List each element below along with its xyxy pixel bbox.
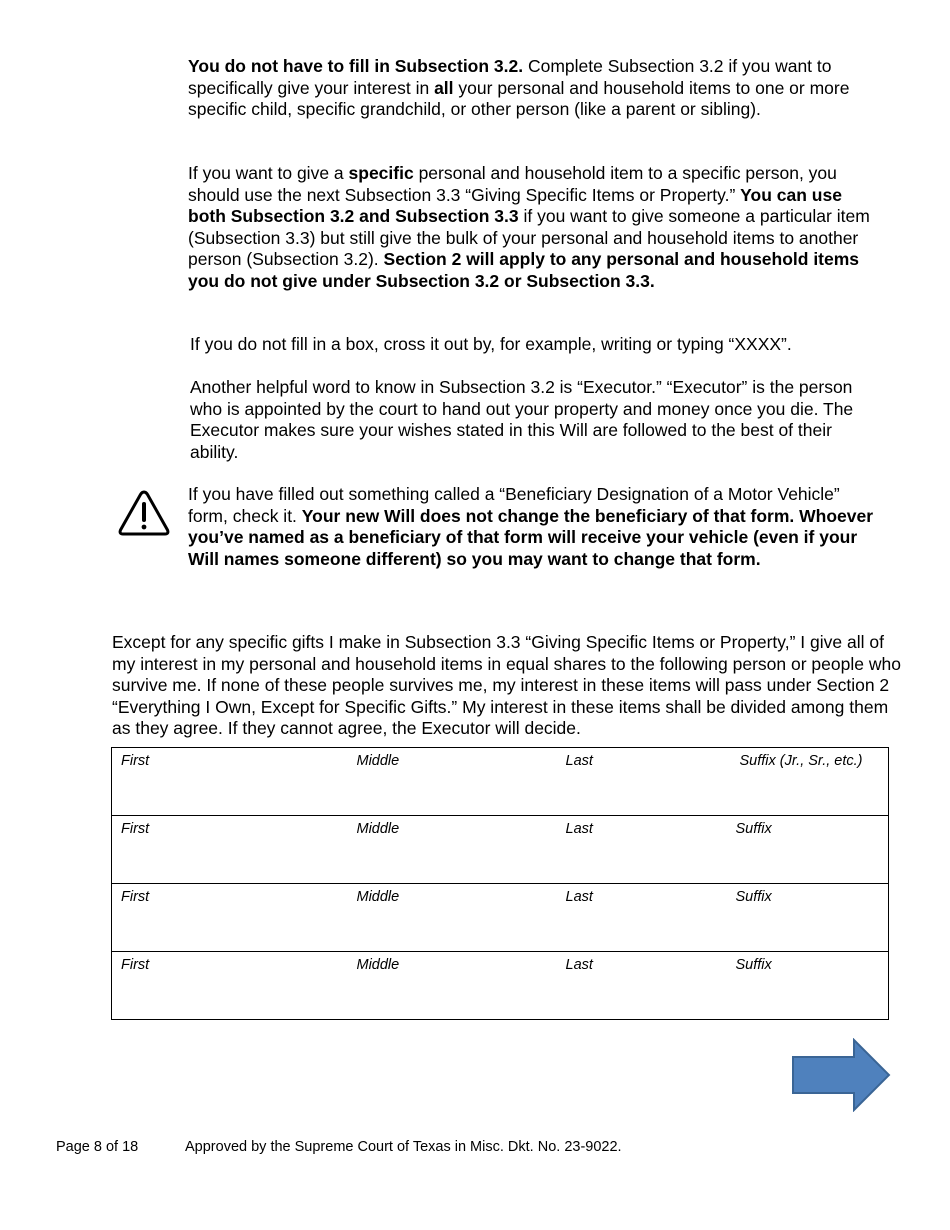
next-page-arrow-icon[interactable] — [792, 1038, 892, 1112]
middle-name-field[interactable]: Middle — [357, 748, 566, 816]
middle-name-field[interactable]: Middle — [357, 884, 566, 952]
last-name-field[interactable]: Last — [566, 748, 736, 816]
first-name-field[interactable]: First — [112, 816, 357, 884]
middle-name-field[interactable]: Middle — [357, 816, 566, 884]
suffix-field[interactable]: Suffix — [736, 952, 889, 1020]
specific-items-instructions: If you want to give a specific personal and household item to a specific person, you should use the next Subsection 3.3 “Giving Specific Items or Property.” You can use both Subsection 3.2 and Subsection 3.3 if you want to give someone a particular item (Subsection 3.3) but still give the bulk of your personal and household items to another person (Subsection 3.2). Section 2 will apply to any personal and household items you do not give under Subsection 3.2 or Subsection 3.3. — [188, 163, 870, 291]
suffix-field[interactable]: Suffix — [736, 884, 889, 952]
beneficiary-row[interactable] — [112, 884, 889, 952]
executor-definition: Another helpful word to know in Subsection 3.2 is “Executor.” “Executor” is the person who is appointed by the court to hand out your property and money once you die. The Executor makes sure your wishes stated in this Will are followed to the best of their ability. — [190, 377, 854, 462]
subsection-3-2-instructions: You do not have to fill in Subsection 3.2. Complete Subsection 3.2 if you want to specifically give your interest in all your personal and household items to one or more specific child, specific grandchild, or other person (like a parent or sibling). — [188, 56, 850, 119]
cross-out-instructions: If you do not fill in a box, cross it out by, for example, writing or typing “XXXX”. — [190, 334, 792, 354]
optional-note: You do not have to fill in Subsection 3.2. — [188, 56, 524, 76]
gift-clause: Except for any specific gifts I make in Subsection 3.3 “Giving Specific Items or Property,” I give all of my interest in my personal and household items in equal shares to the following person or people who survive me. If none of these people survives me, my interest in these items will pass under Section 2 “Everything I Own, Except for Specific Gifts.” My interest in these items shall be divided among them as they agree. If they cannot agree, the Executor will decide. — [112, 632, 901, 738]
warning-triangle-icon — [118, 489, 170, 537]
page-number: Page 8 of 18 — [56, 1139, 139, 1155]
beneficiary-row[interactable] — [112, 816, 889, 884]
last-name-field[interactable]: Last — [566, 884, 736, 952]
last-name-field[interactable]: Last — [566, 952, 736, 1020]
beneficiary-row[interactable] — [112, 748, 889, 816]
beneficiary-name-table — [111, 747, 889, 1020]
first-name-field[interactable]: First — [112, 884, 357, 952]
suffix-field[interactable]: Suffix — [736, 816, 889, 884]
vehicle-beneficiary-warning: If you have filled out something called a “Beneficiary Designation of a Motor Vehicle” form, check it. Your new Will does not change the beneficiary of that form. Whoever you’ve named as a beneficiary of that form will receive your vehicle (even if your Will names someone different) so you may want to change that form. — [188, 484, 874, 569]
first-name-field[interactable]: First — [112, 952, 357, 1020]
approval-notice: Approved by the Supreme Court of Texas in Misc. Dkt. No. 23-9022. — [185, 1139, 622, 1155]
last-name-field[interactable]: Last — [566, 816, 736, 884]
suffix-field[interactable]: Suffix (Jr., Sr., etc.) — [736, 748, 889, 816]
middle-name-field[interactable]: Middle — [357, 952, 566, 1020]
first-name-field[interactable]: First — [112, 748, 357, 816]
beneficiary-row[interactable] — [112, 952, 889, 1020]
